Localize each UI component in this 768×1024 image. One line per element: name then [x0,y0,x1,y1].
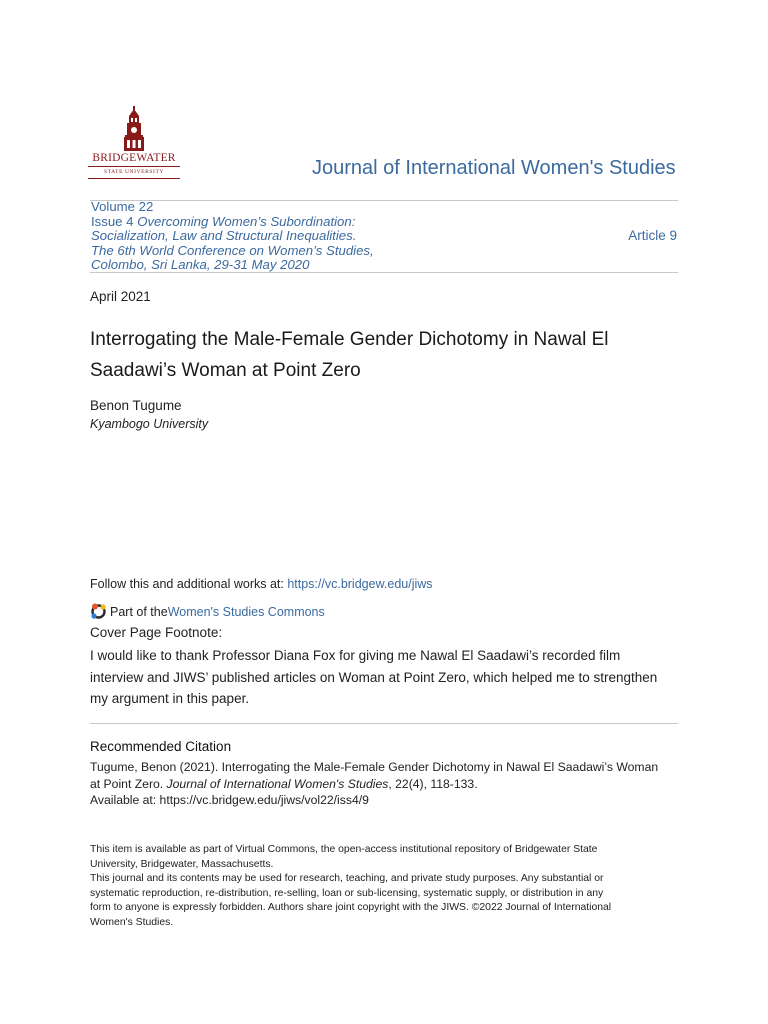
volume-link[interactable]: Volume 22 [91,199,154,214]
citation-line [90,776,680,793]
author-affiliation: Kyambogo University [90,417,209,431]
citation-text [90,759,680,809]
issue-title-line: Socialization, Law and Structural Inequalities. [91,228,357,244]
article-title-line: Interrogating the Male-Female Gender Dichotomy in Nawal El [90,329,609,350]
issue-number: Issue 4 [91,213,134,229]
notice-line: This item is available as part of Virtual Commons, the open-access institutional repository of Bridgewater State [90,844,598,855]
article-number-link[interactable]: Article 9 [628,228,677,243]
copyright-notice [90,843,680,931]
issue-block[interactable] [91,200,374,273]
issue-line[interactable] [91,215,374,230]
bell-tower-icon [88,106,180,152]
journal-title-link[interactable]: Journal of International Women's Studies [312,157,676,179]
issue-title: Overcoming Women’s Subordination: [137,213,356,229]
recommended-citation-heading: Recommended Citation [90,739,232,754]
citation-line: Tugume, Benon (2021). Interrogating the Male-Female Gender Dichotomy in Nawal El Saadawi’s Woman [90,760,659,774]
footnote-line: interview and JIWS’ published articles on Woman at Point Zero, which helped me to strengthen [90,669,658,685]
notice-line: University, Bridgewater, Massachusetts. [90,858,274,870]
follow-line [90,577,433,591]
divider [90,723,678,724]
divider [90,272,678,273]
logo-rule [88,178,180,179]
article-title-line: Saadawi’s Woman at Point Zero [90,360,361,381]
article-title [90,324,690,386]
author-name: Benon Tugume [90,398,182,413]
footnote-line: I would like to thank Professor Diana Fox for giving me Nawal El Saadawi’s recorded film [90,648,621,663]
footnote-text [90,645,680,710]
network-commons-icon [90,603,107,620]
citation-part: at Point Zero. [90,776,167,791]
logo-subtitle: STATE UNIVERSITY [103,169,165,175]
citation-url-line: Available at: https://vc.bridgew.edu/jiws/vol22/iss4/9 [90,793,369,807]
issue-title-line: Colombo, Sri Lanka, 29-31 May 2020 [91,257,310,273]
notice-line: Women's Studies. [90,916,174,928]
commons-link[interactable]: Women's Studies Commons [167,604,325,619]
notice-line: form to anyone is expressly forbidden. Authors share joint copyright with the JIWS. ©2022 Journal of International [90,902,612,914]
citation-journal: Journal of International Women's Studies [166,776,389,791]
repository-link[interactable]: https://vc.bridgew.edu/jiws [287,577,433,591]
footnote-line: my argument in this paper. [90,691,250,706]
publication-date: April 2021 [90,289,151,304]
part-of-line [90,603,325,620]
bridgewater-logo [88,106,180,182]
notice-line: This journal and its contents may be used for research, teaching, and private study purposes. Any substantial or [90,873,604,885]
part-of-text: Part of the [110,604,168,619]
citation-part: , 22(4), 118-133. [388,776,478,791]
logo-wordmark: BRIDGEWATER [92,152,176,164]
follow-text: Follow this and additional works at: [90,577,288,591]
notice-line: systematic reproduction, re-distribution, re-selling, loan or sub-licensing, systematic supply, or distribution in any [90,887,604,899]
issue-title-line: The 6th World Conference on Women’s Studies, [91,242,374,258]
logo-rule [88,166,180,167]
footnote-label: Cover Page Footnote: [90,625,223,640]
